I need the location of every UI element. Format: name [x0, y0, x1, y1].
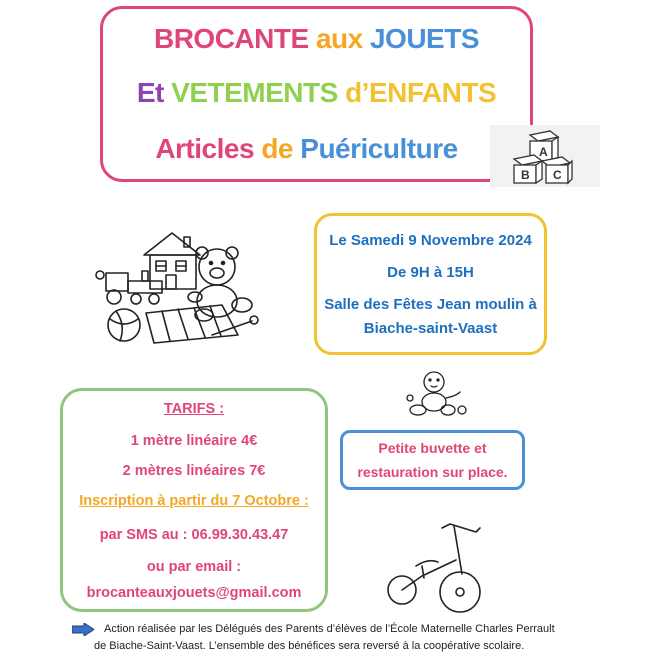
- title-enfants: d’ENFANTS: [345, 77, 497, 108]
- title-et: Et: [136, 77, 164, 108]
- footer-line-1: Action réalisée par les Délégués des Parents d’élèves de l’École Maternelle Charles Perrault: [104, 623, 555, 635]
- tarifs-heading: TARIFS :: [163, 401, 225, 417]
- title-puericulture: Puériculture: [300, 133, 458, 164]
- title-aux: aux: [315, 23, 363, 54]
- block-letter-b: B: [521, 168, 530, 182]
- email-address: brocanteauxjouets@gmail.com: [86, 585, 302, 601]
- block-letter-a: A: [539, 145, 548, 159]
- buvette-line-2: restauration sur place.: [357, 464, 508, 480]
- tricycle-illustration: [380, 518, 492, 618]
- inscription-date: Inscription à partir du 7 Octobre :: [79, 493, 309, 509]
- event-venue-line-1: Salle des Fêtes Jean moulin à: [324, 296, 537, 313]
- title-de: de: [261, 133, 293, 164]
- toys-illustration: [92, 225, 267, 350]
- tarifs-box: [60, 388, 328, 612]
- title-articles: Articles: [155, 133, 255, 164]
- event-date: Le Samedi 9 Novembre 2024: [329, 232, 532, 249]
- title-line-3: [83, 133, 530, 165]
- event-info-box: [314, 213, 547, 355]
- title-line-1: [103, 23, 530, 55]
- tarif-price-2: 2 mètres linéaires 7€: [122, 463, 266, 479]
- title-brocante: BROCANTE: [153, 23, 309, 54]
- event-hours: De 9H à 15H: [387, 264, 474, 281]
- block-letter-c: C: [553, 168, 562, 182]
- title-jouets: JOUETS: [369, 23, 479, 54]
- email-label: ou par email :: [146, 559, 242, 575]
- title-line-2: [103, 77, 530, 109]
- event-venue-line-2: Biache-saint-Vaast: [363, 320, 498, 337]
- sms-contact: par SMS au : 06.99.30.43.47: [99, 527, 289, 543]
- arrow-right-icon: [72, 623, 94, 636]
- buvette-line-1: Petite buvette et: [378, 440, 487, 456]
- abc-blocks-illustration: [490, 125, 600, 187]
- baby-illustration: [402, 368, 472, 420]
- footer-line-2: de Biache-Saint-Vaast. L’ensemble des bénéfices sera reversé à la coopérative scolaire.: [94, 640, 525, 652]
- title-vetements: VETEMENTS: [171, 77, 338, 108]
- tarif-price-1: 1 mètre linéaire 4€: [130, 433, 258, 449]
- buvette-box: [340, 430, 525, 490]
- title-box: [100, 6, 533, 182]
